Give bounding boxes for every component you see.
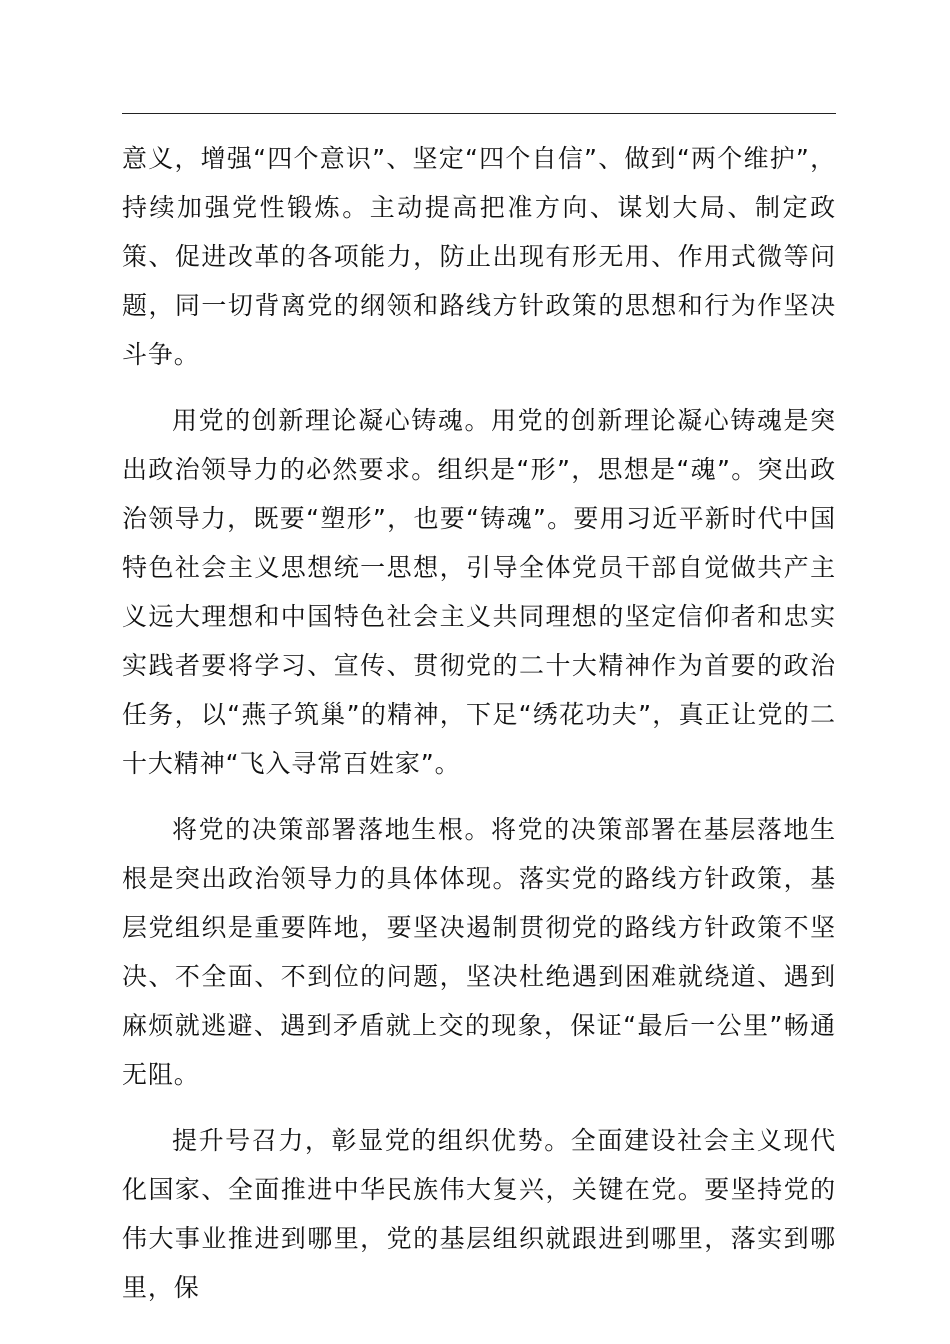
paragraph-innovation-theory: 用党的创新理论凝心铸魂。用党的创新理论凝心铸魂是突出政治领导力的必然要求。组织是“形”，思想是“魂”。突出政治领导力，既要“塑形”，也要“铸魂”。要用习近平新时代中国特色社会主义思想统一思想，引导全体党员干部自觉做共产主义远大理想和中国特色社会主义共同理想的坚定信仰者和忠实实践者要将学习、宣传、贯彻党的二十大精神作为首要的政治任务，以“燕子筑巢”的精神，下足“绣花功夫”，真正让党的二十大精神“飞入寻常百姓家”。 [122, 406, 836, 778]
header-rule [122, 113, 836, 114]
paragraph-decision-implementation: 将党的决策部署落地生根。将党的决策部署在基层落地生根是突出政治领导力的具体体现。落实党的路线方针政策，基层党组织是重要阵地，要坚决遏制贯彻党的路线方针政策不坚决、不全面、不到位的问题，坚决杜绝遇到困难就绕道、遇到麻烦就逃避、遇到矛盾就上交的现象，保证“最后一公里”畅通无阻。 [122, 815, 836, 1089]
body-text [122, 134, 836, 1329]
paragraph-organizational-advantage: 提升号召力，彰显党的组织优势。全面建设社会主义现代化国家、全面推进中华民族伟大复兴，关键在党。要坚持党的伟大事业推进到哪里，党的基层组织就跟进到哪里，落实到哪里，保 [122, 1126, 836, 1302]
paragraph-continuation: 意义，增强“四个意识”、坚定“四个自信”、做到“两个维护”，持续加强党性锻炼。主动提高把准方向、谋划大局、制定政策、促进改革的各项能力，防止出现有形无用、作用式微等问题，同一切背离党的纲领和路线方针政策的思想和行为作坚决斗争。 [122, 144, 836, 369]
